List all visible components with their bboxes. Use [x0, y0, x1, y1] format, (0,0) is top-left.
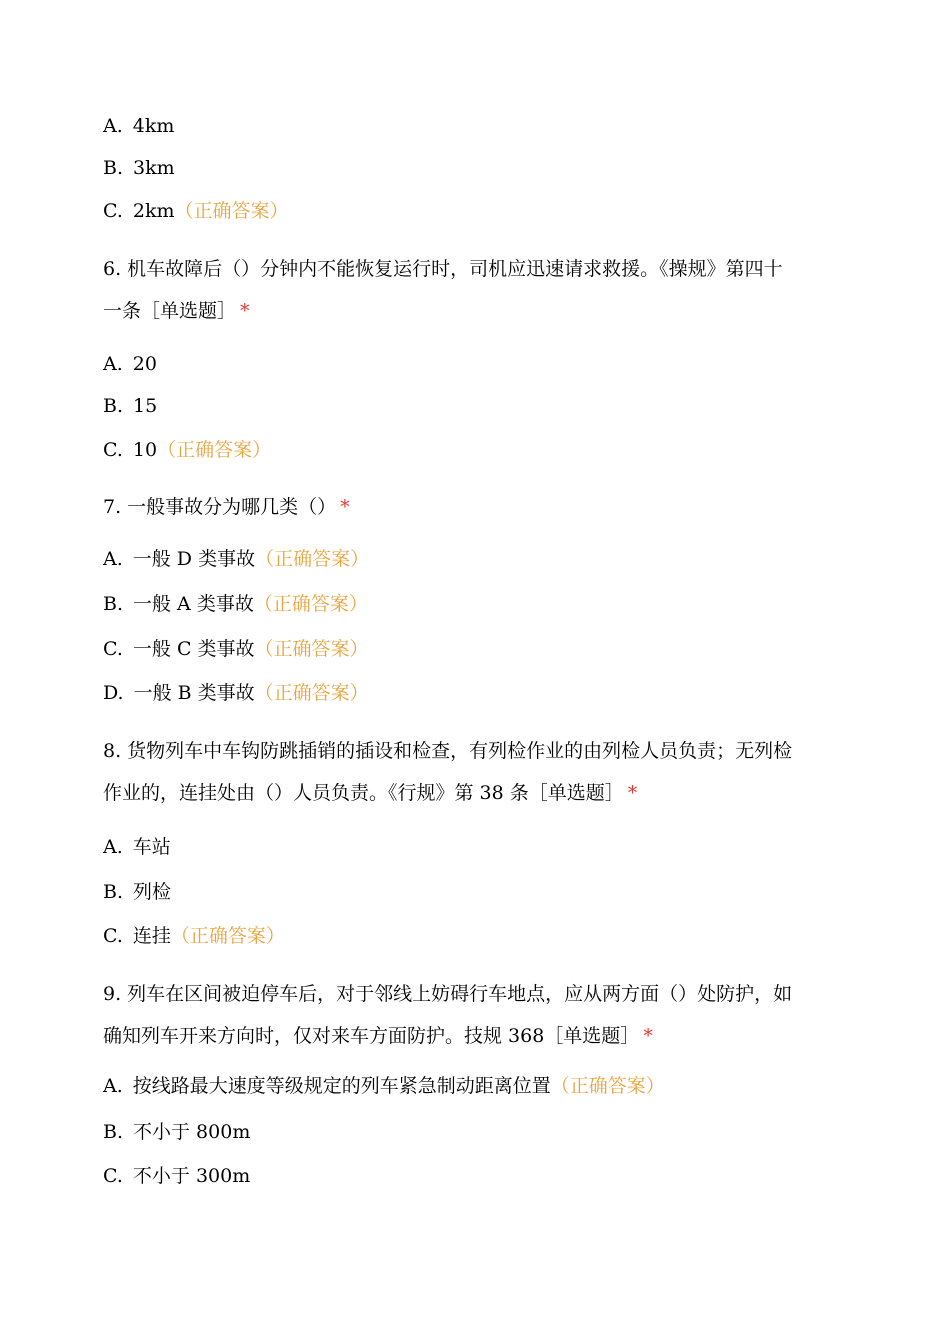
q8-option-c: [103, 924, 285, 948]
q9-line-2: [103, 1015, 843, 1057]
option-text: 列检: [133, 881, 172, 903]
q9-line-2-text: 确知列车开来方向时，仅对来车方面防护。技规 368［单选题］: [103, 1025, 640, 1047]
option-text: 一般 C 类事故: [132, 638, 255, 660]
option-letter: A.: [103, 548, 123, 570]
option-letter: C.: [103, 638, 123, 660]
q8-option-a: [103, 835, 171, 859]
q8-question-text: [103, 730, 843, 814]
correct-answer-mark: （正确答案）: [254, 682, 369, 704]
option-text: 2km: [132, 200, 175, 222]
correct-answer-mark: （正确答案）: [157, 439, 272, 461]
required-asterisk: *: [643, 1025, 653, 1047]
correct-answer-mark: （正确答案）: [550, 1075, 665, 1097]
q9-option-a: [103, 1074, 665, 1098]
option-letter: A.: [103, 353, 123, 375]
q8-line-1: 8. 货物列车中车钩防跳插销的插设和检查，有列检作业的由列检人员负责；无列检: [103, 740, 793, 762]
q5-option-c: [103, 199, 289, 223]
q9-question-text: [103, 973, 843, 1057]
q7-question-text: [103, 495, 350, 519]
q7-option-d: [103, 681, 369, 705]
required-asterisk: *: [627, 782, 638, 804]
option-text: 不小于 300m: [132, 1165, 251, 1187]
q8-line-2: [103, 772, 843, 814]
option-text: 车站: [132, 836, 171, 858]
q5-option-a: [103, 114, 174, 138]
correct-answer-mark: （正确答案）: [170, 925, 285, 947]
q9-option-b: [103, 1120, 250, 1144]
q8-option-b: [103, 880, 171, 904]
q7-option-b: [103, 592, 368, 616]
option-text: 一般 D 类事故: [132, 548, 256, 570]
option-text: 连挂: [132, 925, 171, 947]
option-text: 15: [133, 395, 158, 417]
q7-option-a: [103, 547, 369, 571]
q6-option-c: [103, 438, 271, 462]
q6-line-1: 6. 机车故障后（）分钟内不能恢复运行时，司机应迅速请求救援。《操规》第四十: [103, 258, 783, 280]
option-letter: A.: [103, 115, 123, 137]
option-letter: C.: [103, 925, 123, 947]
correct-answer-mark: （正确答案）: [174, 200, 289, 222]
option-text: 一般 B 类事故: [133, 682, 255, 704]
q6-option-b: [103, 394, 157, 418]
option-text: 一般 A 类事故: [133, 593, 254, 615]
option-text: 20: [132, 353, 157, 375]
option-letter: C.: [103, 439, 123, 461]
q9-option-c: [103, 1164, 250, 1188]
option-letter: B.: [103, 395, 124, 417]
q7-option-c: [103, 637, 369, 661]
option-letter: B.: [103, 1121, 124, 1143]
required-asterisk: *: [240, 300, 250, 322]
option-letter: D.: [103, 682, 124, 704]
option-letter: B.: [103, 157, 124, 179]
q8-line-2-text: 作业的，连挂处由（）人员负责。《行规》第 38 条［单选题］: [103, 782, 624, 804]
q5-option-b: [103, 156, 175, 180]
option-letter: A.: [103, 836, 123, 858]
correct-answer-mark: （正确答案）: [253, 593, 368, 615]
q6-line-2-text: 一条［单选题］: [103, 300, 237, 322]
correct-answer-mark: （正确答案）: [254, 638, 369, 660]
option-letter: B.: [103, 593, 124, 615]
q6-option-a: [103, 352, 157, 376]
option-letter: A.: [103, 1075, 123, 1097]
option-text: 不小于 800m: [133, 1121, 251, 1143]
option-text: 4km: [132, 115, 175, 137]
q6-question-text: [103, 248, 843, 332]
option-text: 10: [132, 439, 158, 461]
option-letter: B.: [103, 881, 124, 903]
q6-line-2: [103, 290, 843, 332]
q7-line-1: 7. 一般事故分为哪几类（）: [103, 496, 337, 518]
required-asterisk: *: [340, 496, 350, 518]
option-letter: C.: [103, 200, 123, 222]
correct-answer-mark: （正确答案）: [255, 548, 370, 570]
q9-line-1: 9. 列车在区间被迫停车后，对于邻线上妨碍行车地点，应从两方面（）处防护，如: [103, 983, 793, 1005]
option-text: 3km: [133, 157, 175, 179]
option-letter: C.: [103, 1165, 123, 1187]
option-text: 按线路最大速度等级规定的列车紧急制动距离位置: [132, 1075, 551, 1097]
